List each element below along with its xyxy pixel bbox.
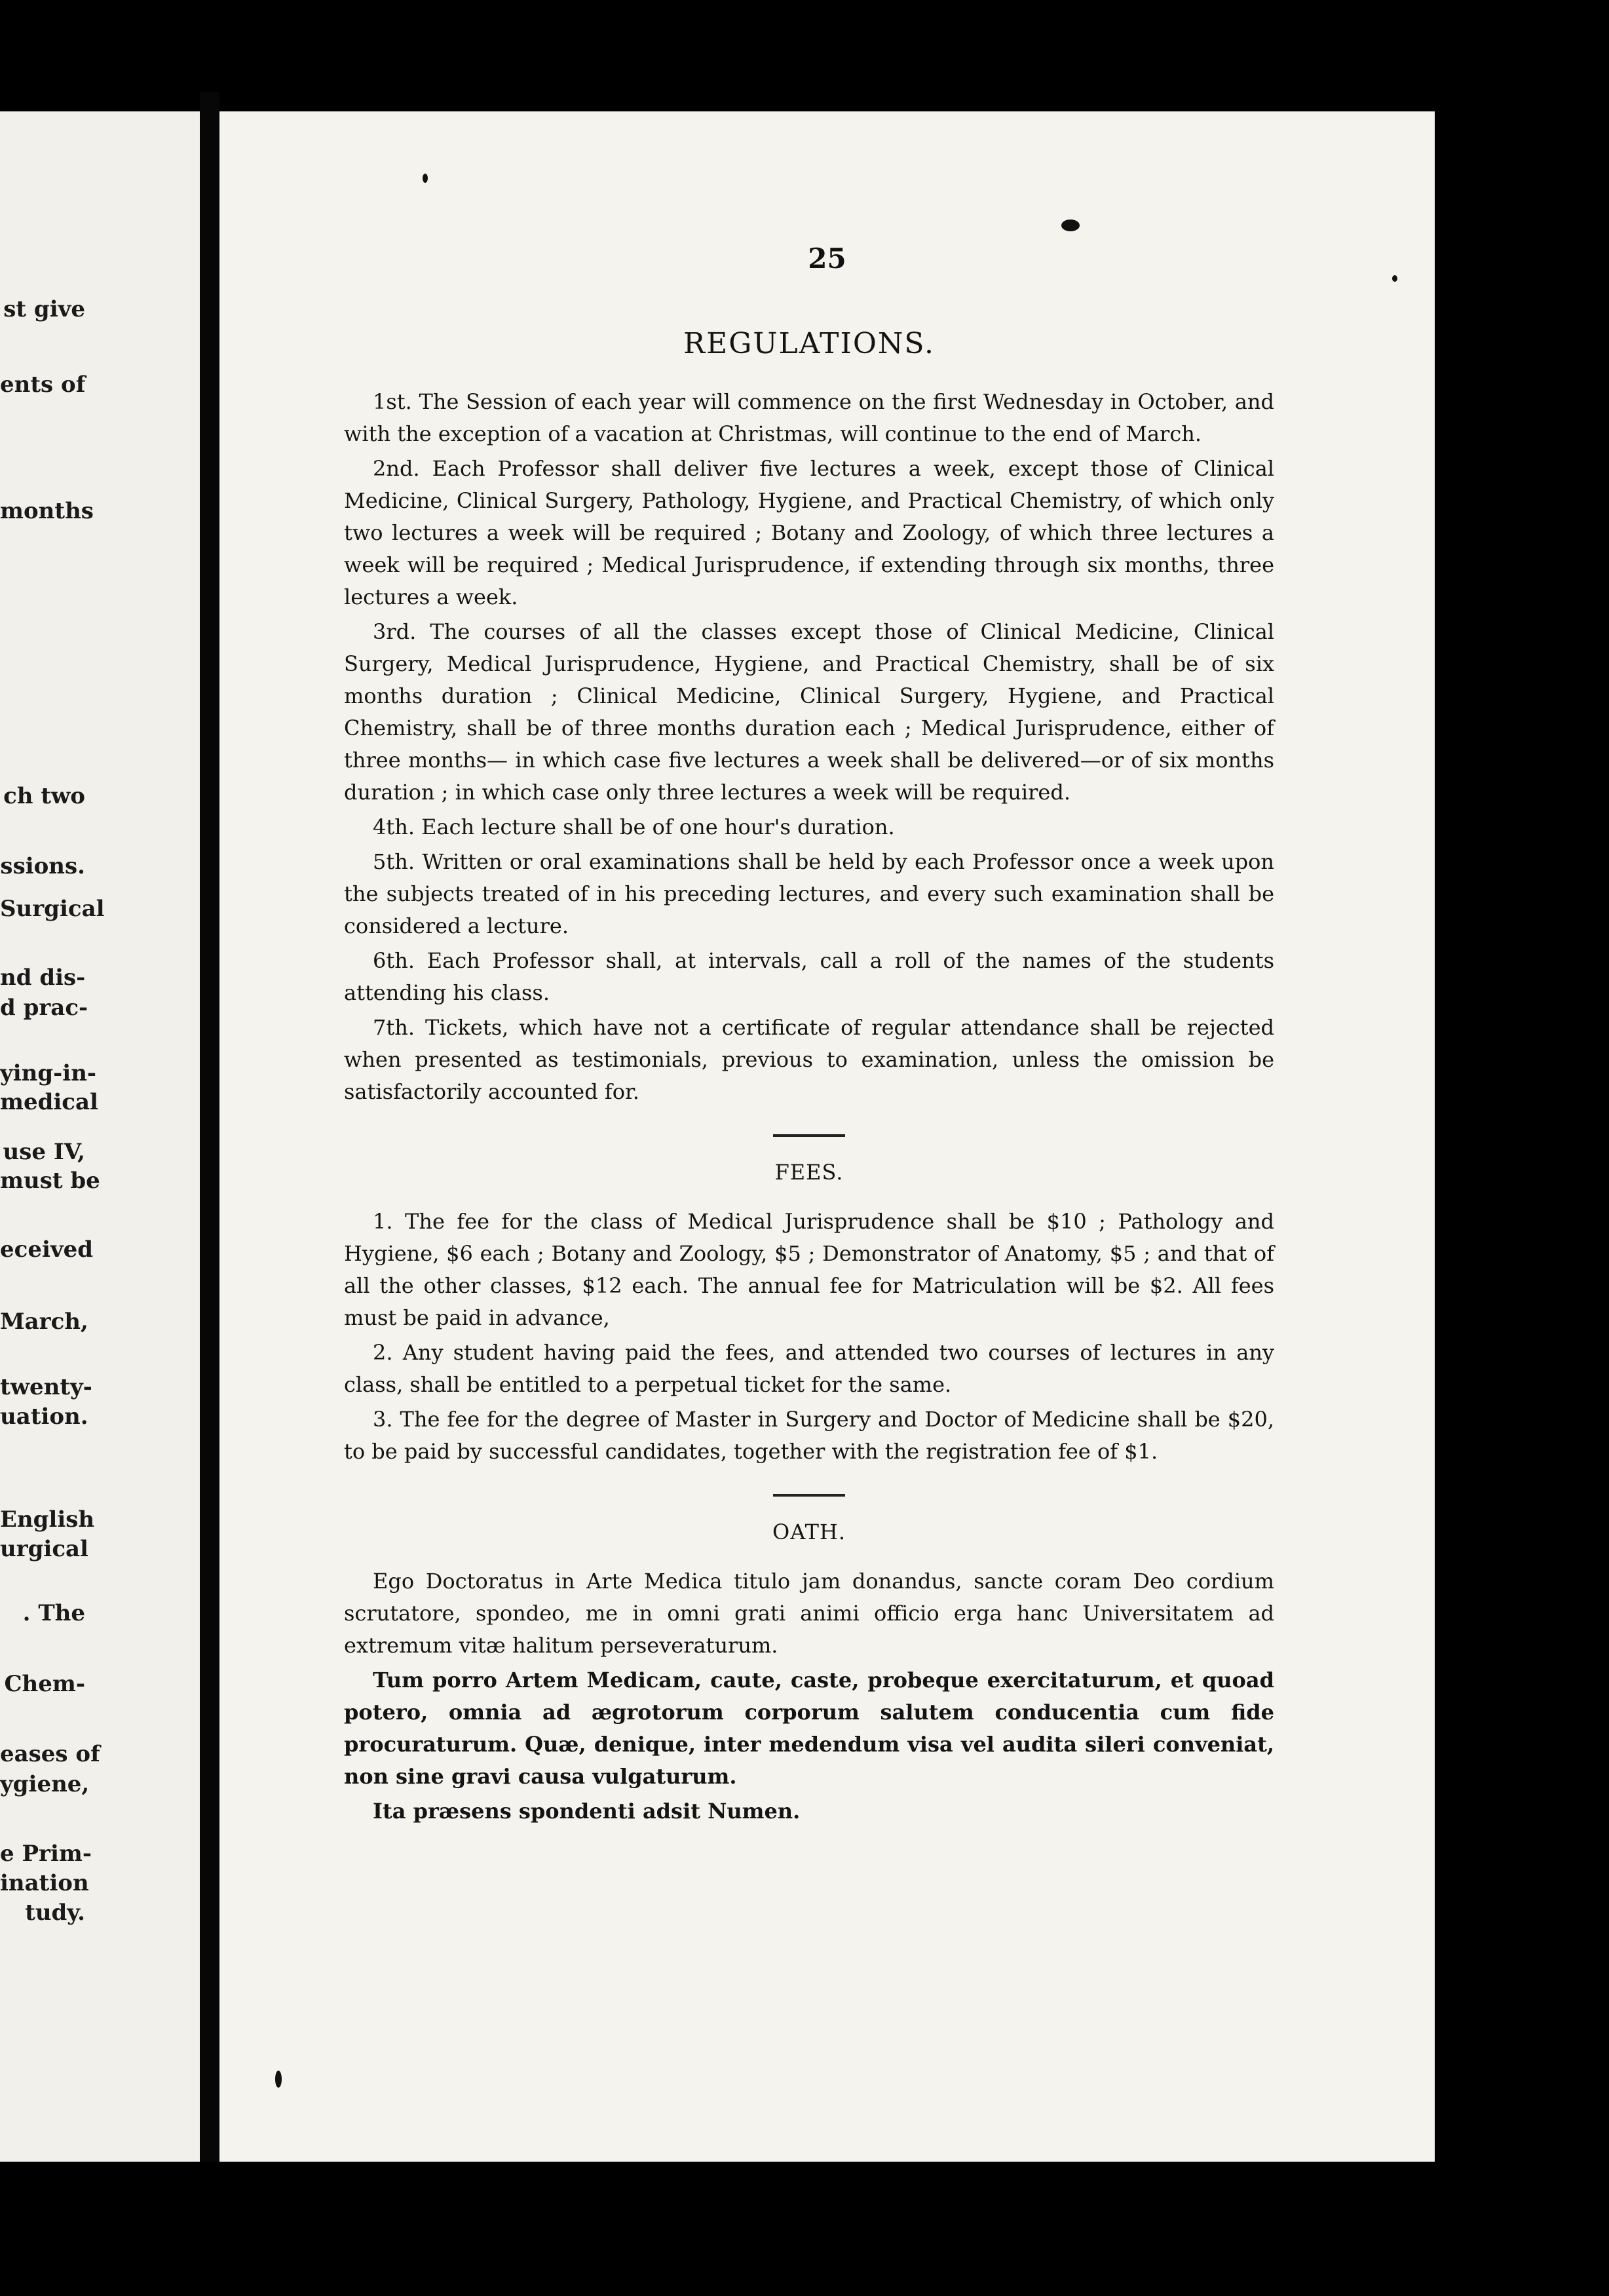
scan-border-top [0,0,1609,111]
oath-paragraph: Tum porro Artem Medicam, caute, caste, probeque exercitaturum, et quoad potero, omnia ad ægrotorum corporum salutem conducentia cum fide procuraturum. Quæ, denique, inter medendum visa vel audita sileri conveniat, non sine gravi causa vulgaturum. [344,1668,1274,1789]
left-fragment: English [0,1506,95,1533]
scan-speck [423,174,428,183]
scan-speck [1392,275,1397,282]
previous-page-strip [0,111,200,2162]
left-fragment: uation. [0,1404,88,1430]
document-page [219,111,1435,2162]
fees-heading: FEES. [774,1160,844,1185]
left-fragment: use IV, [3,1139,85,1165]
left-fragment: ying-in- [0,1060,97,1086]
left-fragment: eases of [0,1741,100,1767]
regulations-heading: REGULATIONS. [683,327,935,360]
oath-paragraph: Ita præsens spondenti adsit Numen. [373,1799,801,1824]
left-fragment: March, [0,1309,88,1335]
left-fragment: nd dis- [0,965,86,991]
section-divider [773,1134,845,1137]
scan-speck [1061,220,1080,231]
regulation-item: 1st. The Session of each year will commence on the first Wednesday in October, and with the exception of a vacation at Christmas, will continue to the end of March. [344,389,1274,446]
left-fragment: must be [0,1168,100,1194]
left-fragment: ssions. [0,853,85,879]
regulation-item: 3rd. The courses of all the classes except those of Clinical Medicine, Clinical Surgery, Medical Jurisprudence, Hygiene, and Practical Chemistry, shall be of six months duration ; Clinical Medicine, Clinical Surgery, Hygiene, and Practical Chemistry, shall be of three months duration each ; Medical Jurisprudence, either of three months— in which case five lectures a week shall be delivered—or of six months duration ; in which case only three lectures a week will be required. [344,619,1274,805]
regulation-item: 4th. Each lecture shall be of one hour's duration. [373,814,895,839]
left-fragment: ch two [3,783,85,809]
section-divider [773,1494,845,1497]
oath-paragraph: Ego Doctoratus in Arte Medica titulo jam donandus, sancte coram Deo cordium scrutatore, spondeo, me in omni grati animi officio erga hanc Universitatem ad extremum vitæ halitum perseveraturum. [344,1569,1274,1658]
left-fragment: tudy. [25,1900,85,1926]
regulation-item: 5th. Written or oral examinations shall be held by each Professor once a week upon the subjects treated of in his preceding lectures, and every such examination shall be considered a lecture. [344,849,1274,938]
left-fragment: st give [3,296,85,322]
regulation-item: 7th. Tickets, which have not a certificate of regular attendance shall be rejected when presented as testimonials, previous to examination, unless the omission be satisfactorily accounted for. [344,1015,1274,1104]
scan-border-bottom [0,2162,1609,2296]
oath-heading: OATH. [772,1520,846,1544]
left-fragment: d prac- [0,995,88,1021]
fee-item: 2. Any student having paid the fees, and attended two courses of lectures in any class, shall be entitled to a perpetual ticket for the same. [344,1340,1274,1397]
left-fragment: ygiene, [0,1771,90,1797]
left-fragment: medical [0,1089,98,1115]
left-fragment: eceived [0,1236,94,1263]
left-fragment: ination [0,1870,89,1896]
scan-speck [275,2071,282,2088]
left-fragment: twenty- [0,1374,92,1400]
fee-item: 1. The fee for the class of Medical Jurisprudence shall be $10 ; Pathology and Hygiene, $6 each ; Botany and Zoology, $5 ; Demonstrator of Anatomy, $5 ; and that of all the other classes, $12 each. The annual fee for Matriculation will be $2. All fees must be paid in advance, [344,1209,1274,1330]
left-fragment: e Prim- [0,1841,92,1867]
left-fragment: . The [22,1600,85,1626]
scan-border-right [1455,0,1609,2296]
left-fragment: months [0,498,94,524]
book-gutter [200,92,219,2175]
left-fragment: Surgical [0,896,105,922]
page-number: 25 [808,242,846,275]
regulation-item: 6th. Each Professor shall, at intervals, call a roll of the names of the students attending his class. [344,948,1274,1005]
page-content [344,328,1274,1830]
left-fragment: urgical [0,1536,88,1562]
regulation-item: 2nd. Each Professor shall deliver five lectures a week, except those of Clinical Medicine, Clinical Surgery, Pathology, Hygiene, and Practical Chemistry, of which only two lectures a week will be required ; Botany and Zoology, of which three lectures a week will be required ; Medical Jurisprudence, if extending through six months, three lectures a week. [344,456,1274,609]
left-fragment: Chem- [4,1671,85,1697]
left-fragment: ents of [0,372,86,398]
fee-item: 3. The fee for the degree of Master in Surgery and Doctor of Medicine shall be $20, to be paid by successful candidates, together with the registration fee of $1. [344,1407,1274,1464]
